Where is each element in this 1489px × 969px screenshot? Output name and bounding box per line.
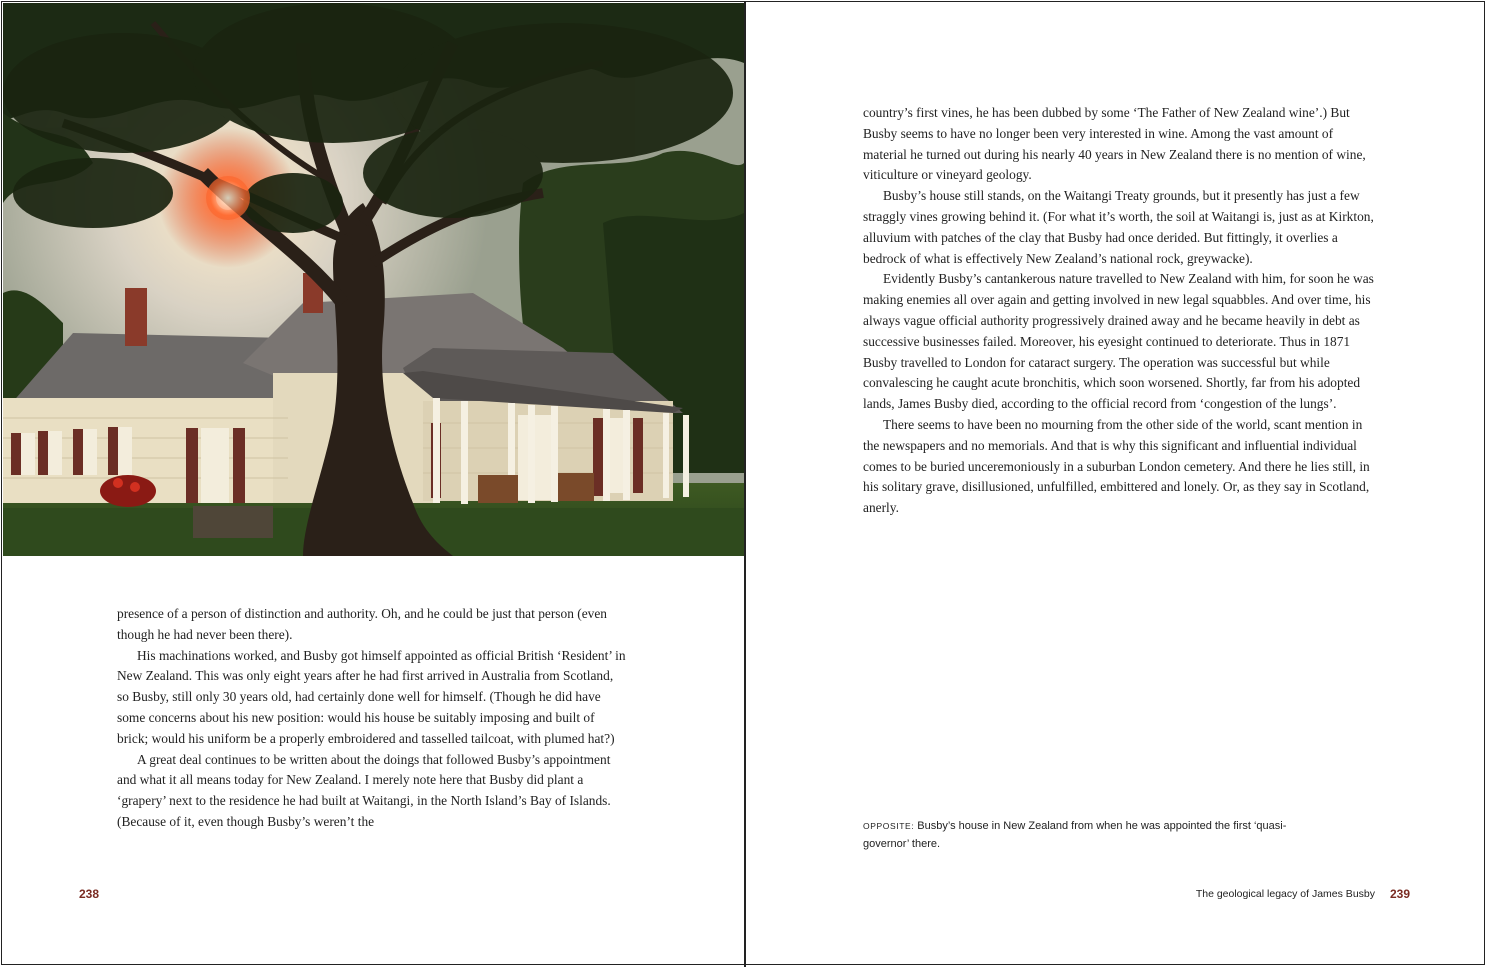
- left-paragraph-3: A great deal continues to be written about the doings that followed Busby’s appointment and what it all means today for New Zealand. I merely note here that Busby did plant a ‘grapery’ next to the residence he had built at Waitangi, in the North Island’s Bay of Islands. (Because of it, even though Busby’s weren’t the: [117, 751, 611, 829]
- page-gutter: [744, 1, 746, 967]
- caption-text: Busby’s house in New Zealand from when he was appointed the first ‘quasi-governor’ there.: [863, 820, 1287, 850]
- page-number-left: 238: [79, 887, 100, 901]
- right-paragraph-3: Evidently Busby’s cantankerous nature travelled to New Zealand with him, for soon he was making enemies all over again and getting involved in new legal squabbles. And over time, his always vague official authority progressively drained away and he became heavily in debt as successive businesses failed. Moreover, his eyesight continued to deteriorate. Thus in 1871 Busby travelled to London for cataract surgery. The operation was successful but while convalescing he caught acute bronchitis, which soon worsened. Shortly, far from his adopted lands, James Busby died, according to the official record from ‘congestion of the lungs’.: [863, 271, 1374, 412]
- house-photo: [3, 3, 744, 556]
- left-page-body: [117, 604, 627, 833]
- right-page-body: [863, 103, 1375, 519]
- left-page: [0, 0, 744, 969]
- photo-caption: [863, 818, 1303, 853]
- left-paragraph-1: presence of a person of distinction and authority. Oh, and he could be just that person (even though he had never been there).: [117, 606, 607, 642]
- right-paragraph-2: Busby’s house still stands, on the Waitangi Treaty grounds, but it presently has just a few straggly vines growing behind it. (For what it’s worth, the soil at Waitangi is, just as at Kirkton, alluvium with patches of the clay that Busby had once derided. But fittingly, it overlies a bedrock of what is effectively New Zealand’s national rock, greywacke).: [863, 188, 1374, 266]
- right-paragraph-1: country’s first vines, he has been dubbed by some ‘The Father of New Zealand wine’.) But Busby seems to have no longer been very interested in wine. Among the vast amount of material he turned out during his nearly 40 years in New Zealand there is no mention of wine, viticulture or vineyard geology.: [863, 105, 1366, 183]
- caption-label: OPPOSITE:: [863, 821, 915, 831]
- page-number-right: 239: [1390, 887, 1411, 901]
- running-head: The geological legacy of James Busby: [1195, 888, 1375, 900]
- right-paragraph-4: There seems to have been no mourning from the other side of the world, scant mention in the newspapers and no memorials. And that is why this significant and influential individual comes to be buried unceremoniously in a suburban London cemetery. And there he lies still, in his solitary grave, disillusioned, unfulfilled, embittered and lonely. Or, as they say in Scotland, anerly.: [863, 416, 1370, 516]
- left-paragraph-2: His machinations worked, and Busby got himself appointed as official British ‘Resident’ in New Zealand. This was only eight years after he had first arrived in Australia from Scotland, so Busby, still only 30 years old, had certainly done well for himself. (Though he did have some concerns about his new position: would his house be suitably imposing and built of brick; would his uniform be a properly embroidered and tasselled tailcoat, with plumed hat?): [117, 647, 626, 746]
- right-page: [746, 0, 1489, 969]
